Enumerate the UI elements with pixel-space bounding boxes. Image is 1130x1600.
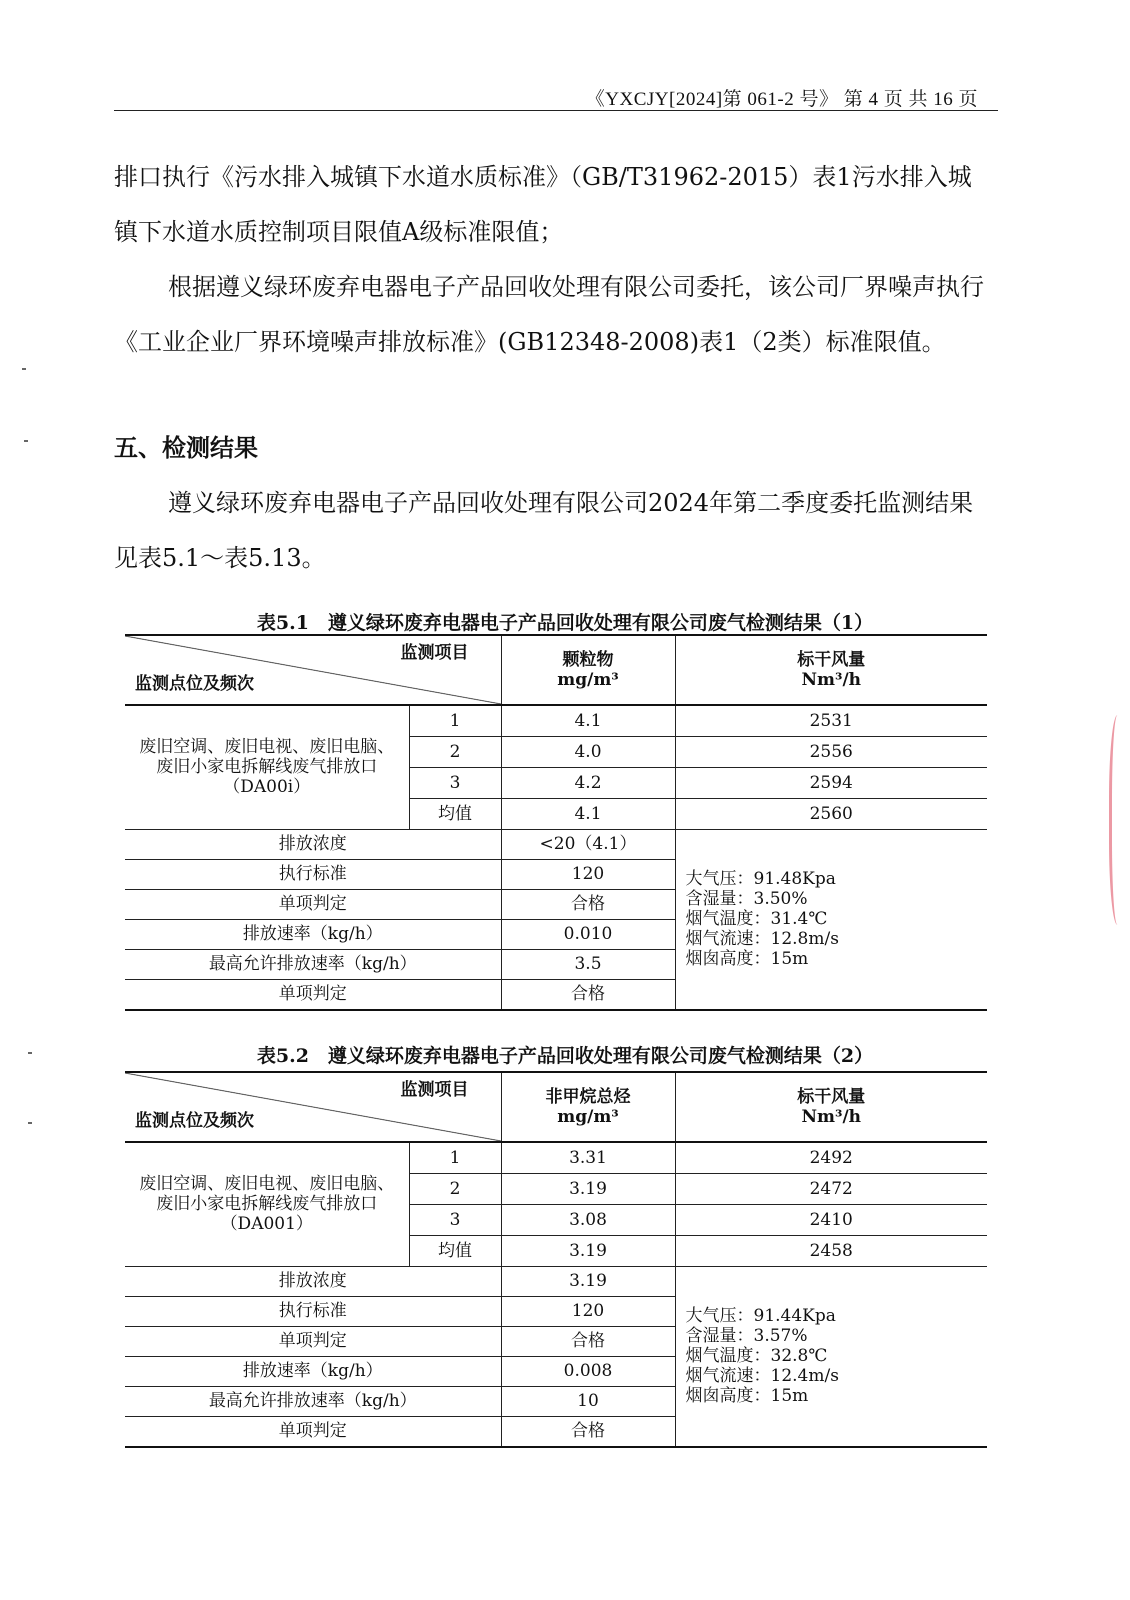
corner-bottom-label: 监测点位及频次 — [135, 674, 254, 694]
condition-velocity: 烟气流速：12.4m/s — [685, 1366, 839, 1387]
summary-value: 120 — [501, 1296, 675, 1326]
results-table-5-2 — [125, 1071, 987, 1448]
value-cell: 4.1 — [501, 705, 675, 736]
frequency-cell: 3 — [409, 767, 501, 798]
frequency-cell: 2 — [409, 736, 501, 767]
frequency-cell: 3 — [409, 1204, 501, 1235]
airflow-cell: 2410 — [675, 1204, 987, 1235]
airflow-cell: 2531 — [675, 705, 987, 736]
airflow-cell: 2556 — [675, 736, 987, 767]
diagonal-header — [125, 1073, 501, 1141]
corner-top-label: 监测项目 — [400, 643, 469, 663]
corner-header — [125, 1072, 501, 1142]
diagonal-header — [125, 636, 501, 704]
summary-value: 3.5 — [501, 949, 675, 979]
location-cell: 废旧空调、废旧电视、废旧电脑、废旧小家电拆解线废气排放口（DA001） — [125, 1142, 409, 1266]
airflow-cell: 2472 — [675, 1173, 987, 1204]
condition-pressure: 大气压：91.48Kpa — [685, 869, 836, 890]
airflow-cell: 2560 — [675, 798, 987, 829]
section-intro — [114, 476, 994, 586]
value-cell: 4.1 — [501, 798, 675, 829]
summary-label: 单项判定 — [125, 1326, 501, 1356]
summary-label: 单项判定 — [125, 1416, 501, 1447]
condition-temperature: 烟气温度：32.8℃ — [685, 1346, 828, 1367]
conditions-cell — [675, 1266, 987, 1447]
summary-row — [125, 829, 987, 859]
paragraph-text: 根据遵义绿环废弃电器电子产品回收处理有限公司委托，该公司厂界噪声执行《工业企业厂界环境噪声排放标准》(GB12348-2008)表1（2类）标准限值。 — [114, 273, 984, 356]
report-header: 《YXCJY[2024]第 061-2 号》 第 4 页 共 16 页 — [585, 89, 978, 110]
table-row — [125, 1142, 987, 1173]
results-table-5-1 — [125, 634, 987, 1011]
paragraph-standard-noise — [114, 260, 994, 370]
value-cell: 4.2 — [501, 767, 675, 798]
airflow-cell: 2594 — [675, 767, 987, 798]
column-header-pollutant — [501, 635, 675, 705]
section-intro-text: 遵义绿环废弃电器电子产品回收处理有限公司2024年第二季度委托监测结果见表5.1～表5.13。 — [114, 489, 974, 572]
summary-label: 排放速率（kg/h） — [125, 919, 501, 949]
table-header-row — [125, 1072, 987, 1142]
summary-value: 120 — [501, 859, 675, 889]
summary-value: 合格 — [501, 1326, 675, 1356]
corner-top-label: 监测项目 — [400, 1080, 469, 1100]
location-cell: 废旧空调、废旧电视、废旧电脑、废旧小家电拆解线废气排放口（DA00i） — [125, 705, 409, 829]
scan-speck — [28, 1052, 32, 1054]
summary-label: 执行标准 — [125, 859, 501, 889]
paragraph-standard-wastewater — [114, 150, 994, 260]
value-cell: 3.08 — [501, 1204, 675, 1235]
frequency-cell: 2 — [409, 1173, 501, 1204]
summary-value: 3.19 — [501, 1266, 675, 1296]
conditions-cell — [675, 829, 987, 1010]
table-caption: 表5.1 遵义绿环废弃电器电子产品回收处理有限公司废气检测结果（1） — [256, 612, 874, 634]
summary-label: 单项判定 — [125, 889, 501, 919]
summary-label: 排放速率（kg/h） — [125, 1356, 501, 1386]
airflow-cell: 2458 — [675, 1235, 987, 1266]
summary-row — [125, 1266, 987, 1296]
summary-label: 排放浓度 — [125, 829, 501, 859]
summary-label: 最高允许排放速率（kg/h） — [125, 1386, 501, 1416]
table-header-row — [125, 635, 987, 705]
column-header-pollutant — [501, 1072, 675, 1142]
seal-stamp-edge — [1109, 715, 1130, 925]
column-name: 颗粒物 — [562, 650, 614, 670]
corner-bottom-label: 监测点位及频次 — [135, 1111, 254, 1131]
scan-speck — [22, 368, 26, 370]
column-unit: Nm³/h — [801, 670, 862, 690]
column-name: 标干风量 — [797, 650, 866, 670]
summary-value: 合格 — [501, 889, 675, 919]
column-header-airflow — [675, 1072, 987, 1142]
condition-stack-height: 烟囱高度：15m — [685, 949, 809, 970]
summary-label: 排放浓度 — [125, 1266, 501, 1296]
column-unit: Nm³/h — [801, 1107, 862, 1127]
condition-humidity: 含湿量：3.50% — [685, 889, 808, 910]
summary-value: 合格 — [501, 1416, 675, 1447]
frequency-cell: 均值 — [409, 798, 501, 829]
summary-value: 10 — [501, 1386, 675, 1416]
summary-value: 合格 — [501, 979, 675, 1010]
condition-temperature: 烟气温度：31.4℃ — [685, 909, 828, 930]
frequency-cell: 均值 — [409, 1235, 501, 1266]
scan-speck — [28, 1122, 32, 1124]
value-cell: 3.31 — [501, 1142, 675, 1173]
table-row — [125, 705, 987, 736]
value-cell: 3.19 — [501, 1235, 675, 1266]
summary-value: 0.008 — [501, 1356, 675, 1386]
column-unit: mg/m³ — [557, 670, 619, 690]
frequency-cell: 1 — [409, 1142, 501, 1173]
summary-label: 执行标准 — [125, 1296, 501, 1326]
airflow-cell: 2492 — [675, 1142, 987, 1173]
condition-humidity: 含湿量：3.57% — [685, 1326, 808, 1347]
column-name: 非甲烷总烃 — [545, 1087, 631, 1107]
summary-label: 最高允许排放速率（kg/h） — [125, 949, 501, 979]
column-name: 标干风量 — [797, 1087, 866, 1107]
corner-header — [125, 635, 501, 705]
section-title: 五、检测结果 — [114, 433, 258, 462]
summary-label: 单项判定 — [125, 979, 501, 1010]
condition-pressure: 大气压：91.44Kpa — [685, 1306, 836, 1327]
table-caption: 表5.2 遵义绿环废弃电器电子产品回收处理有限公司废气检测结果（2） — [256, 1045, 874, 1067]
summary-value: 0.010 — [501, 919, 675, 949]
column-unit: mg/m³ — [557, 1107, 619, 1127]
value-cell: 4.0 — [501, 736, 675, 767]
condition-stack-height: 烟囱高度：15m — [685, 1386, 809, 1407]
frequency-cell: 1 — [409, 705, 501, 736]
header-rule — [114, 110, 998, 111]
paragraph-text: 排口执行《污水排入城镇下水道水质标准》（GB/T31962-2015）表1污水排入城镇下水道水质控制项目限值A级标准限值； — [114, 163, 972, 246]
scan-speck — [24, 440, 28, 442]
condition-velocity: 烟气流速：12.8m/s — [685, 929, 839, 950]
value-cell: 3.19 — [501, 1173, 675, 1204]
column-header-airflow — [675, 635, 987, 705]
summary-value: <20（4.1） — [501, 829, 675, 859]
